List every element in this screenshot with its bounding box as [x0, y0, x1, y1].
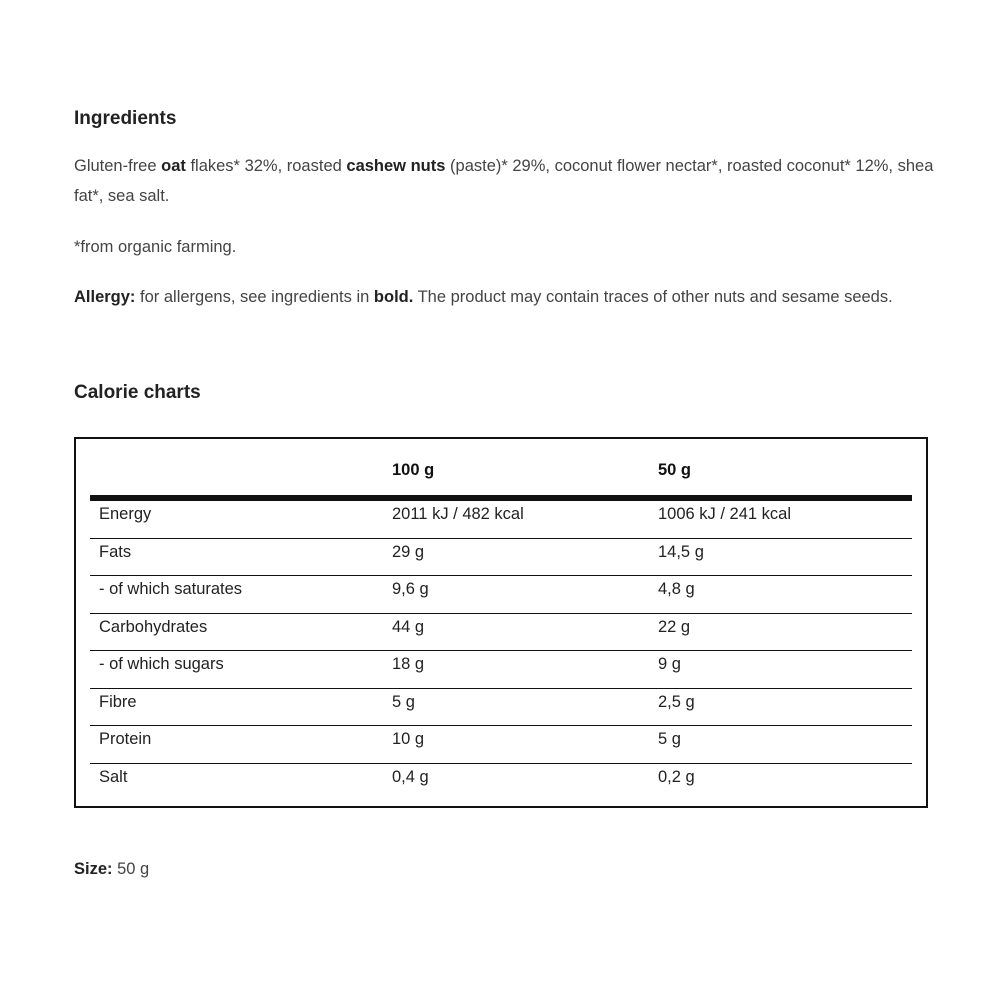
- table-row: [90, 614, 912, 652]
- table-row: [90, 539, 912, 577]
- ingredients-allergen: oat: [161, 157, 186, 175]
- size-label: Size:: [74, 860, 113, 878]
- nutrient-name: - of which sugars: [99, 655, 224, 673]
- value-100g: 10 g: [392, 730, 425, 748]
- value-100g: 29 g: [392, 542, 425, 561]
- nutrient-name: - of which saturates: [99, 580, 243, 598]
- nutrition-table-header: [90, 439, 912, 501]
- table-row: [90, 726, 912, 764]
- column-header-100g: 100 g: [392, 461, 435, 479]
- allergy-text-part: The product may contain traces of other nuts and sesame seeds.: [413, 288, 893, 306]
- nutrient-name: Fats: [99, 542, 132, 561]
- column-header-50g: 50 g: [658, 461, 692, 479]
- ingredients-text: [74, 151, 934, 211]
- value-50g: 1006 kJ / 241 kcal: [658, 505, 791, 523]
- table-row: [90, 689, 912, 727]
- value-100g: 2011 kJ / 482 kcal: [392, 505, 524, 523]
- table-row: [90, 501, 912, 539]
- table-row: [90, 764, 912, 802]
- allergy-text: [74, 282, 934, 312]
- nutrient-name: Salt: [99, 767, 128, 786]
- nutrition-table: [74, 437, 928, 808]
- ingredients-allergen: cashew nuts: [346, 157, 446, 175]
- nutrient-name: Carbohydrates: [99, 617, 208, 636]
- value-100g: 5 g: [392, 692, 415, 711]
- ingredients-heading: Ingredients: [74, 108, 177, 129]
- ingredients-part: Gluten-free: [74, 157, 162, 175]
- nutrient-name: Energy: [99, 505, 152, 523]
- value-50g: 0,2 g: [658, 767, 695, 786]
- calorie-heading: Calorie charts: [74, 382, 201, 403]
- organic-note: *from organic farming.: [74, 238, 237, 256]
- value-100g: 18 g: [392, 655, 425, 673]
- ingredients-part: (paste)* 29%, coconut flower nectar*, roasted coconut* 12%, shea fat*, sea salt.: [74, 157, 934, 205]
- nutrient-name: Protein: [99, 730, 152, 748]
- value-100g: 44 g: [392, 617, 425, 636]
- value-50g: 2,5 g: [658, 692, 695, 711]
- allergy-bold-word: bold.: [373, 288, 414, 306]
- table-row: [90, 651, 912, 689]
- value-100g: 0,4 g: [392, 767, 429, 786]
- nutrient-name: Fibre: [99, 692, 137, 711]
- value-50g: 9 g: [658, 655, 681, 673]
- product-size: [74, 860, 149, 879]
- value-50g: 5 g: [658, 730, 681, 748]
- size-value: 50 g: [112, 860, 150, 878]
- allergy-label: Allergy:: [74, 288, 136, 306]
- value-50g: 22 g: [658, 617, 691, 636]
- table-row: [90, 576, 912, 614]
- nutrition-table-body: [90, 501, 912, 801]
- value-100g: 9,6 g: [392, 580, 429, 598]
- value-50g: 14,5 g: [658, 542, 704, 561]
- value-50g: 4,8 g: [658, 580, 695, 598]
- allergy-text-part: for allergens, see ingredients in: [135, 288, 374, 306]
- ingredients-part: flakes* 32%, roasted: [185, 157, 347, 175]
